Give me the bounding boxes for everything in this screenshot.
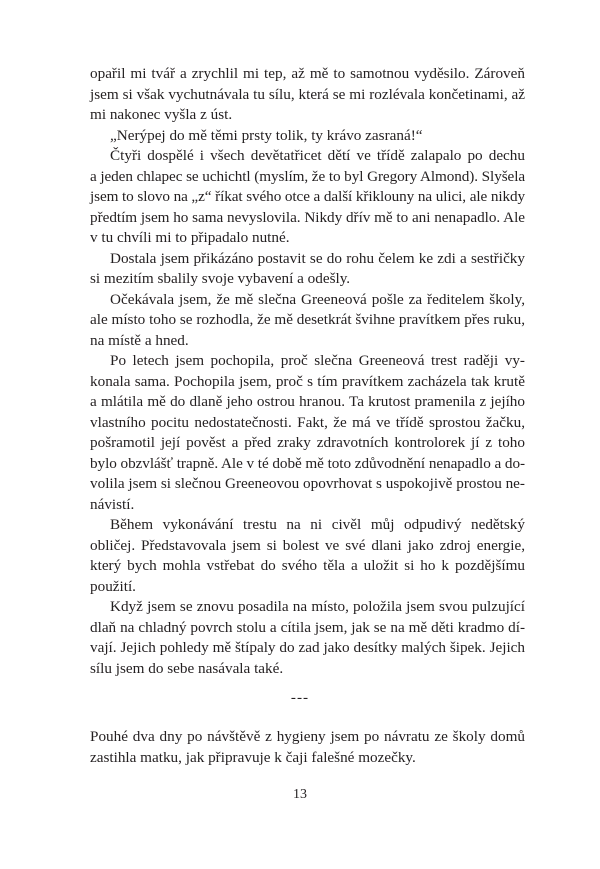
section-separator: --- [290,689,310,706]
page-number: 13 [293,787,307,802]
text-line: ale místo toho se rozhodla, že mě desetkrát švihne pravítkem přes ruku, [90,311,525,328]
text-line: mi nakonec vyšla z úst. [90,106,233,123]
text-line: předtím jsem ho sama nevyslovila. Nikdy dřív mě to ani nenapadlo. Ale [90,208,525,226]
text-line: obličej. Představovala jsem si bolest ve své dlani jako zdroj energie, [90,536,525,554]
text-line: „Nerýpej do mě těmi prsty tolik, ty krávo zasraná!“ [110,126,423,144]
text-line: na místě a hned. [90,331,189,349]
body-text [90,64,525,679]
text-line: bylo obzvlášť trapně. Ale v té době mě toto zdůvodnění nenapadlo a do- [90,454,525,472]
body-text-after-separator [90,727,525,768]
text-line: v tu chvíli mi to připadalo nutné. [90,229,290,246]
text-line: Čtyři dospělé i všech devětatřicet dětí ve třídě zalapalo po dechu [110,147,525,164]
text-line: a jeden chlapec se uchichtl (myslím, že to byl Gregory Almond). Slyšela [90,167,525,185]
text-line: pošramotil její pověst a před zraky zdravotních kontrolorek jí z toho [90,434,525,451]
text-line: opařil mi tvář a zrychlil mi tep, až mě to samotnou vyděsilo. Zároveň [90,65,525,82]
text-line: konala sama. Pochopila jsem, proč s tím pravítkem zacházela tak krutě [90,372,525,390]
text-line: vlastního pocitu nedostatečnosti. Fakt, že má ve třídě sprostou žačku, [90,413,525,431]
text-line: sílu jsem do sebe nasávala také. [90,659,284,677]
text-line: který bych mohla vstřebat do svého těla a uložit si ho k pozdějšímu [90,557,525,574]
text-line: jsem to slovo na „z“ říkat svého otce a další křiklouny na ulici, ale nikdy [90,188,525,205]
text-line: zastihla matku, jak připravuje k čaji falešné mozečky. [90,748,416,766]
text-line: návistí. [90,495,135,513]
text-line: Během vykonávání trestu na ni civěl můj odpudivý nedětský [110,516,525,533]
text-line: volila jsem si slečnou Greeneovou opovrhovat s uspokojivě prostou ne- [90,475,525,492]
text-line: použití. [90,577,136,595]
text-line: a mlátila mě do dlaně jeho ostrou hranou. Ta krutost pramenila z jejího [90,393,525,410]
text-line: jsem si však vychutnávala tu sílu, která se mi rozlévala končetinami, až [90,85,525,103]
text-line: dlaň na chladný povrch stolu a cítila jsem, jak se na mě děti kradmo dí- [90,618,525,636]
text-line: Pouhé dva dny po návštěvě z hygieny jsem po návratu ze školy domů [90,728,525,745]
text-line: vají. Jejich pohledy mě štípaly do zad jako desítky malých šipek. Jejich [90,639,525,656]
text-line: Dostala jsem přikázáno postavit se do rohu čelem ke zdi a sestřičky [110,249,525,267]
text-line: si mezitím sbalily svoje vybavení a odešly. [90,270,351,287]
text-line: Po letech jsem pochopila, proč slečna Greeneová trest raději vy- [110,352,525,369]
text-line: Očekávala jsem, že mě slečna Greeneová pošle za ředitelem školy, [110,290,525,308]
text-line: Když jsem se znovu posadila na místo, položila jsem svou pulzující [110,598,525,615]
